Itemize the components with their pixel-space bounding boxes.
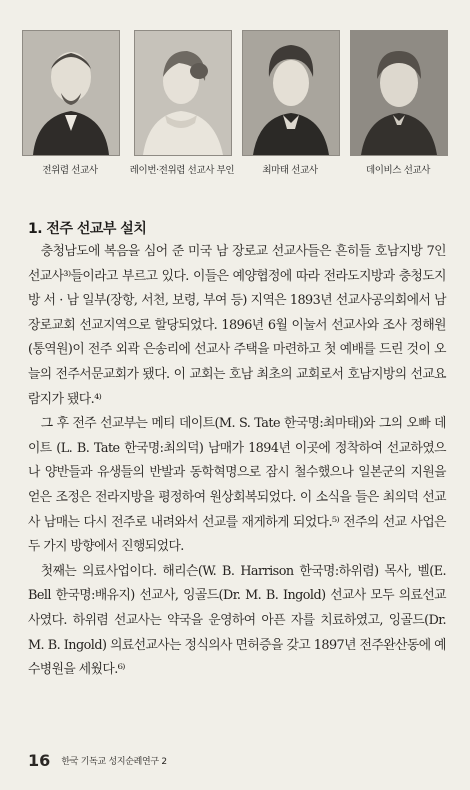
body-text — [28, 240, 446, 683]
running-title: 한국 기독교 성지순례연구 2 — [61, 757, 167, 767]
photo-caption-1: 전위렴 선교사 — [42, 165, 98, 176]
portrait-photos — [22, 30, 454, 188]
page-footer — [28, 750, 167, 770]
photo-caption-3: 최마태 선교사 — [262, 165, 318, 176]
portrait-2-image — [135, 31, 231, 155]
portrait-3-image — [243, 31, 339, 155]
portrait-photo-4 — [350, 30, 448, 156]
photo-caption-2: 레이번·전위렴 선교사 부인 — [129, 165, 235, 176]
paragraph-3: 첫째는 의료사업이다. 해리슨(W. B. Harrison 한국명:하위렴) 목사, 벨(E. Bell 한국명:배유지) 선교사, 잉골드(Dr. M. B. Ingold) 선교사 모두 의료선교사였다. 하위렴 선교사는 약국을 운영하여 아픈 자를 치료하였고, 잉골드(Dr. M. B. Ingold) 의료선교사는 정식의사 면허증을 갖고 1897년 전주완산동에 예수병원을 세웠다.⁶⁾ — [28, 563, 446, 678]
photo-caption-4: 데이비스 선교사 — [365, 165, 431, 176]
portrait-photo-3 — [242, 30, 340, 156]
paragraph-2: 그 후 전주 선교부는 메티 데이트(M. S. Tate 한국명:최마태)와 그의 오빠 데이트 (L. B. Tate 한국명:최의덕) 남매가 1894년 이곳에 정착하여 선교하였으나 양반들과 유생들의 반발과 동학혁명으로 잠시 철수했으나 일본군의 지원을 얻은 조정은 전라지방을 평정하여 원상회복되었다. 이 소식을 들은 최의덕 선교사 남매는 다시 전주로 내려와서 선교를 재게하게 되었다.⁵⁾ 전주의 선교 사업은 두 가지 방향에서 진행되었다. — [28, 416, 446, 555]
portrait-4-image — [351, 31, 447, 155]
paragraph-1: 충청남도에 복음을 심어 준 미국 남 장로교 선교사들은 흔히들 호남지방 7인 선교사³⁾들이라고 부르고 있다. 이들은 예양협정에 따라 전라도지방과 충청도지방 서 · 남 일부(장항, 서천, 보령, 부여 등) 지역은 1893년 선교사공의회에서 남 장로교회 선교지역으로 할당되었다. 1896년 6월 이눌서 선교사와 조사 정해원(통역원)이 전주 외곽 은송리에 선교사 주택을 마련하고 첫 예배를 드린 것이 오늘의 전주서문교회가 됐다. 이 교회는 호남 최초의 교회로서 호남지방의 선교요람지가 됐다.⁴⁾ — [28, 244, 446, 407]
portrait-photo-2 — [134, 30, 232, 156]
page-number: 16 — [28, 751, 51, 770]
portrait-photo-1 — [22, 30, 120, 156]
portrait-1-image — [23, 31, 119, 155]
section-heading: 1. 전주 선교부 설치 — [28, 221, 147, 237]
